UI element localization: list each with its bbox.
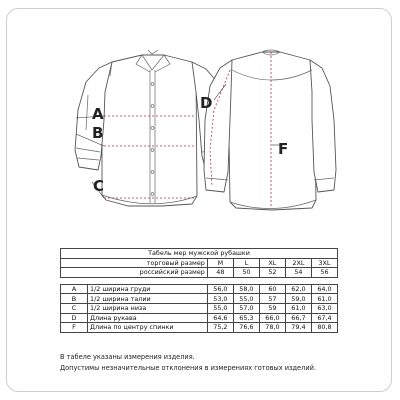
value-cell: 78,0 [259,323,285,333]
value-cell: 59 [259,303,285,313]
table-row [61,313,338,323]
row-name: Длина по центру спинки [88,323,208,333]
table-row [61,284,338,294]
table-row [61,303,338,313]
row-letter: A [61,284,88,294]
value-cell: 80,8 [311,323,337,333]
value-cell: 57 [259,294,285,304]
russian-size-row [61,268,338,278]
notes [60,352,316,374]
russian-size-cell: 50 [233,268,259,278]
value-cell: 64,0 [311,284,337,294]
value-cell: 55,0 [233,294,259,304]
trade-size-cell: 2XL [285,258,311,268]
note-line: В табеле указаны измерения изделия. [60,353,195,361]
value-cell: 55,0 [207,303,233,313]
row-letter: D [61,313,88,323]
trade-size-row [61,258,338,268]
back-shirt-outline [204,52,336,210]
value-cell: 53,0 [207,294,233,304]
value-cell: 76,6 [233,323,259,333]
label-b: B [92,124,104,142]
value-cell: 59,0 [285,294,311,304]
row-name: 1/2 ширина низа [88,303,208,313]
row-name: 1/2 ширина груди [88,284,208,294]
trade-size-cell: 3XL [311,258,337,268]
russian-size-cell: 56 [311,268,337,278]
row-letter: C [61,303,88,313]
table-row [61,294,338,304]
value-cell: 60 [259,284,285,294]
table-spacer [61,277,338,284]
value-cell: 64,6 [207,313,233,323]
trade-size-label: торговый размер [61,258,208,268]
russian-size-cell: 52 [259,268,285,278]
value-cell: 58,0 [233,284,259,294]
value-cell: 61,0 [285,303,311,313]
row-letter: B [61,294,88,304]
value-cell: 67,4 [311,313,337,323]
value-cell: 57,0 [233,303,259,313]
value-cell: 66,7 [285,313,311,323]
row-letter: F [61,323,88,333]
value-cell: 62,0 [285,284,311,294]
value-cell: 65,3 [233,313,259,323]
table-row [61,323,338,333]
trade-size-cell: L [233,258,259,268]
row-name: Длина рукава [88,313,208,323]
value-cell: 79,4 [285,323,311,333]
trade-size-cell: M [207,258,233,268]
table-title-row [61,249,338,259]
russian-size-cell: 48 [207,268,233,278]
size-table [60,248,338,333]
label-d: D [200,94,213,112]
note-line: Допустимы незначительные отклонения в измерениях готовых изделий. [60,364,316,372]
value-cell: 63,0 [311,303,337,313]
value-cell: 66,0 [259,313,285,323]
row-name: 1/2 ширина талии [88,294,208,304]
trade-size-cell: XL [259,258,285,268]
table-title: Табель мер мужской рубашки [61,249,338,259]
label-a: A [92,105,104,123]
russian-size-cell: 54 [285,268,311,278]
value-cell: 56,0 [207,284,233,294]
value-cell: 61,0 [311,294,337,304]
russian-size-label: российский размер [61,268,208,278]
label-c: C [93,177,105,195]
label-f: F [278,140,289,158]
value-cell: 75,2 [207,323,233,333]
